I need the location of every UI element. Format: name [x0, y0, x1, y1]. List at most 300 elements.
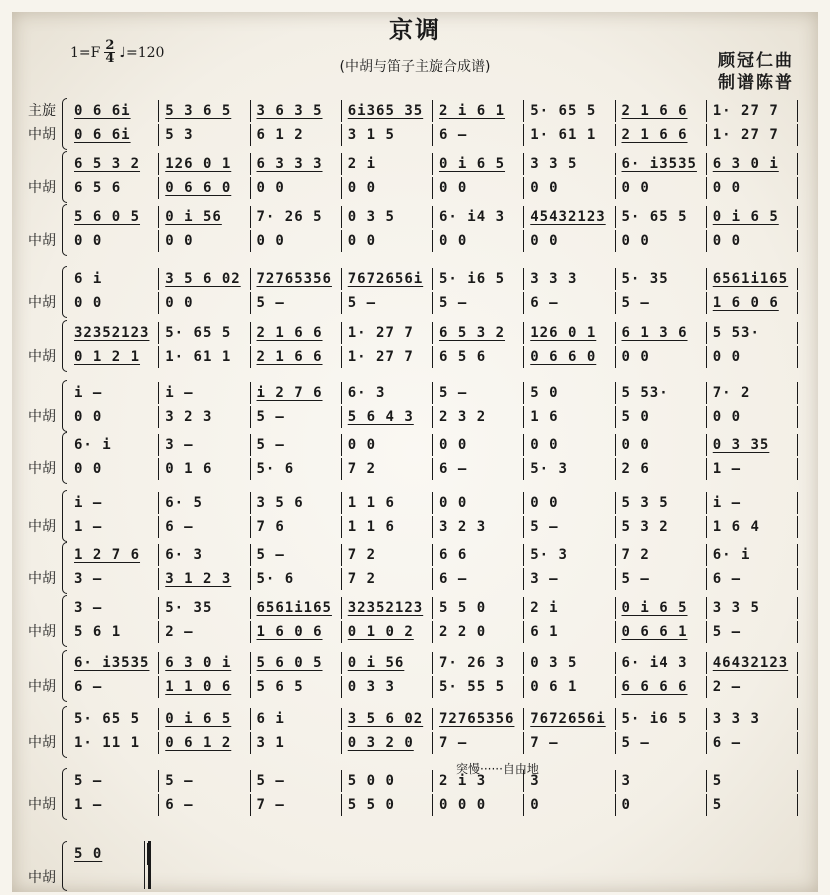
- measure: 7 6: [251, 516, 342, 538]
- measure: 5 3: [159, 124, 250, 146]
- measure: 0 0: [342, 230, 433, 252]
- measure: 1 –: [68, 516, 159, 538]
- measure-group: [68, 770, 798, 792]
- measure: 0 6 6i: [68, 100, 159, 122]
- measure: 0 0: [707, 230, 798, 252]
- measure: 6 6: [433, 544, 524, 566]
- part-label: 中胡: [28, 679, 56, 695]
- measure: 6 –: [707, 568, 798, 590]
- measure-group: [68, 100, 798, 122]
- measure: 6 –: [68, 676, 159, 698]
- measure: 5 3 5: [616, 492, 707, 514]
- measure: 3 6 3 5: [251, 100, 342, 122]
- measure: 1 6 4: [707, 516, 798, 538]
- measure: 6 3 3 3: [251, 153, 342, 175]
- measure: 2 i: [342, 153, 433, 175]
- measure: 3: [524, 770, 615, 792]
- measure: 3 1: [251, 732, 342, 754]
- measure: 6 –: [524, 292, 615, 314]
- measure-group: [68, 621, 798, 643]
- measure: 6 i: [68, 268, 159, 290]
- measure: 6 5 3 2: [433, 322, 524, 344]
- score-system: [28, 268, 798, 316]
- measure: 1 –: [707, 458, 798, 480]
- measure: 7 2: [616, 544, 707, 566]
- key-signature: [70, 40, 164, 65]
- measure: 0 0: [68, 406, 159, 428]
- measure-group: [68, 597, 798, 619]
- measure: 0 0: [707, 177, 798, 199]
- part-label: 中胡: [28, 180, 56, 196]
- part-label: 中胡: [28, 624, 56, 640]
- measure: 2 3 2: [433, 406, 524, 428]
- measure: 5 53·: [707, 322, 798, 344]
- measure: 3: [616, 770, 707, 792]
- measure: 5 –: [524, 516, 615, 538]
- measure-group: [68, 708, 798, 730]
- measure: 1 6 0 6: [251, 621, 342, 643]
- measure: 0 0: [524, 230, 615, 252]
- measure: 6 i: [251, 708, 342, 730]
- measure: 6· i4 3: [433, 206, 524, 228]
- staff-row: [28, 794, 798, 816]
- measure: 5· 65 5: [159, 322, 250, 344]
- measure: 0 6 1: [524, 676, 615, 698]
- measure: 5 –: [68, 770, 159, 792]
- measure: 0 0: [524, 492, 615, 514]
- measure-group: [68, 322, 798, 344]
- measure: i –: [707, 492, 798, 514]
- measure: 32352123: [342, 597, 433, 619]
- measure: 0 1 0 2: [342, 621, 433, 643]
- measure: 6· i: [707, 544, 798, 566]
- staff-row: [28, 322, 798, 344]
- measure: 5· 65 5: [68, 708, 159, 730]
- measure: 1· 61 1: [159, 346, 250, 368]
- measure: 0 0: [433, 434, 524, 456]
- measure: 7· 26 5: [251, 206, 342, 228]
- measure: 7 –: [433, 732, 524, 754]
- measure: 6· i: [68, 434, 159, 456]
- measure-group: [68, 568, 798, 590]
- measure: 1· 27 7: [707, 124, 798, 146]
- measure: 2 –: [707, 676, 798, 698]
- measure: 5 –: [251, 292, 342, 314]
- measure: 2 i 3: [433, 770, 524, 792]
- staff-row: [28, 708, 798, 730]
- staff-row: [28, 230, 798, 252]
- staff-row: [28, 732, 798, 754]
- measure-group: [68, 292, 798, 314]
- staff-row: [28, 434, 798, 456]
- part-label: 中胡: [28, 295, 56, 311]
- key-text: 1=F: [70, 44, 101, 61]
- measure: 6· i3535: [68, 652, 159, 674]
- measure: 0 0: [616, 346, 707, 368]
- measure: 0 6 6 1: [616, 621, 707, 643]
- measure-group: [68, 516, 798, 538]
- measure: 5 –: [707, 621, 798, 643]
- staff-row: [28, 124, 798, 146]
- measure: 3 1 5: [342, 124, 433, 146]
- measure: 6· 3: [159, 544, 250, 566]
- part-label: 中胡: [28, 349, 56, 365]
- score-system: [28, 652, 798, 700]
- measure: 7 2: [342, 458, 433, 480]
- measure: 7672656i: [524, 708, 615, 730]
- measure-group: [68, 492, 798, 514]
- measure: 3 3 5: [707, 597, 798, 619]
- measure: 126 0 1: [524, 322, 615, 344]
- measure: 72765356: [433, 708, 524, 730]
- staff-row: [28, 568, 798, 590]
- measure: 5 3 6 5: [159, 100, 250, 122]
- measure: 126 0 1: [159, 153, 250, 175]
- final-barline: [144, 841, 151, 865]
- measure-group: [68, 206, 798, 228]
- measure: 0 0 0: [433, 794, 524, 816]
- measure: 6 5 3 2: [68, 153, 159, 175]
- measure: 0 6 6 0: [524, 346, 615, 368]
- measure: 45432123: [524, 206, 615, 228]
- measure: 5· 65 5: [524, 100, 615, 122]
- measure: 2 1 6 6: [616, 100, 707, 122]
- staff-row: [28, 676, 798, 698]
- measure: 46432123: [707, 652, 798, 674]
- measure: 5 0: [524, 382, 615, 404]
- time-signature: $\frac{2}{4}$: [105, 38, 115, 66]
- staff-row: [28, 406, 798, 428]
- measure: 0 0: [616, 434, 707, 456]
- measure: 6 1 2: [251, 124, 342, 146]
- measure: 2 –: [159, 621, 250, 643]
- staff-row: [28, 292, 798, 314]
- staff-row: [28, 346, 798, 368]
- measure: i –: [68, 492, 159, 514]
- measure: 5· 55 5: [433, 676, 524, 698]
- measure: 5 –: [616, 732, 707, 754]
- measure: 0: [524, 794, 615, 816]
- measure: 5· i6 5: [433, 268, 524, 290]
- measure: 5· 35: [159, 597, 250, 619]
- measure: 5· 3: [524, 544, 615, 566]
- measure: 0 0: [524, 434, 615, 456]
- measure: 5 –: [251, 770, 342, 792]
- measure-group: [68, 406, 798, 428]
- measure: 5· 3: [524, 458, 615, 480]
- measure: 7· 2: [707, 382, 798, 404]
- measure: 6 6 6 6: [616, 676, 707, 698]
- score-system: [28, 382, 798, 430]
- measure: 0 3 3: [342, 676, 433, 698]
- measure-group: [68, 676, 798, 698]
- measure: 6 –: [433, 568, 524, 590]
- measure: 0 1 6: [159, 458, 250, 480]
- part-label: 中胡: [28, 233, 56, 249]
- staff-row: [28, 652, 798, 674]
- staff-row: [28, 153, 798, 175]
- measure: 5 3 2: [616, 516, 707, 538]
- measure: 1 6: [524, 406, 615, 428]
- measure: 3 3 3: [524, 268, 615, 290]
- score-title: 京调: [389, 15, 441, 44]
- final-row-top: [28, 843, 228, 865]
- measure-group: [68, 153, 798, 175]
- measure: 6 3 0 i: [707, 153, 798, 175]
- score-system: [28, 153, 798, 201]
- measure: 5 6 0 5: [251, 652, 342, 674]
- measure: i –: [159, 382, 250, 404]
- measure: 0 i 6 5: [616, 597, 707, 619]
- measure: 3 5 6 02: [342, 708, 433, 730]
- measure: 6 –: [159, 516, 250, 538]
- measure: 1 1 6: [342, 492, 433, 514]
- measure: 5 53·: [616, 382, 707, 404]
- measure: 5· 6: [251, 568, 342, 590]
- measure: 0 0: [433, 492, 524, 514]
- measure: 3 5 6 02: [159, 268, 250, 290]
- measure-group: [68, 458, 798, 480]
- measure: 1· 27 7: [342, 346, 433, 368]
- measure: 3 1 2 3: [159, 568, 250, 590]
- measure: 5 –: [159, 770, 250, 792]
- measure: 0 i 6 5: [707, 206, 798, 228]
- measure: 0 0: [251, 177, 342, 199]
- measure: 0 0: [616, 177, 707, 199]
- measure: 5: [707, 794, 798, 816]
- measure: 1 –: [68, 794, 159, 816]
- measure: 5 6 1: [68, 621, 159, 643]
- measure: 0 3 5: [342, 206, 433, 228]
- measure: 0 0: [159, 292, 250, 314]
- measure: 5 5 0: [342, 794, 433, 816]
- measure: 6· 5: [159, 492, 250, 514]
- measure: 0 0: [68, 458, 159, 480]
- measure: 0 3 2 0: [342, 732, 433, 754]
- measure: 5 0: [616, 406, 707, 428]
- part-label: 中胡: [28, 461, 56, 477]
- measure: 6 1 3 6: [616, 322, 707, 344]
- measure: 6· i4 3: [616, 652, 707, 674]
- measure: 2 6: [616, 458, 707, 480]
- staff-row: [28, 516, 798, 538]
- measure: 2 2 0: [433, 621, 524, 643]
- part-label: 中胡: [28, 735, 56, 751]
- part-label: 中胡: [28, 870, 56, 886]
- measure: 0 6 6 0: [159, 177, 250, 199]
- measure: 3 3 5: [524, 153, 615, 175]
- measure: 5: [707, 770, 798, 792]
- measure: 1· 27 7: [707, 100, 798, 122]
- measure-group: [68, 732, 798, 754]
- measure: 7672656i: [342, 268, 433, 290]
- measure: 2 1 6 6: [251, 322, 342, 344]
- staff-row: [28, 621, 798, 643]
- part-label: 中胡: [28, 127, 56, 143]
- measure: 5 0 0: [342, 770, 433, 792]
- staff-row: [28, 458, 798, 480]
- measure: 32352123: [68, 322, 159, 344]
- measure: 0 0: [159, 230, 250, 252]
- measure: 7 2: [342, 544, 433, 566]
- measure: 5 –: [251, 406, 342, 428]
- measure: 3 –: [524, 568, 615, 590]
- measure-group: [68, 124, 798, 146]
- score-subtitle: (中胡与笛子主旋合成谱): [339, 59, 491, 75]
- measure: 7 –: [524, 732, 615, 754]
- measure: 2 i 6 1: [433, 100, 524, 122]
- measure: 6i365 35: [342, 100, 433, 122]
- measure: 0 i 56: [159, 206, 250, 228]
- measure: 5 –: [433, 292, 524, 314]
- measure: 6 1: [524, 621, 615, 643]
- measure-group: [68, 268, 798, 290]
- score-system: [28, 597, 798, 645]
- measure: 5· 65 5: [616, 206, 707, 228]
- measure: 1 6 0 6: [707, 292, 798, 314]
- measure: 1· 61 1: [524, 124, 615, 146]
- measure-group: [68, 382, 798, 404]
- measure: 5 –: [616, 568, 707, 590]
- measure: 0 i 6 5: [159, 708, 250, 730]
- measure: 5 –: [433, 382, 524, 404]
- score-system: [28, 544, 798, 592]
- staff-row: [28, 544, 798, 566]
- measure: 0 6 6i: [68, 124, 159, 146]
- staff-row: [28, 597, 798, 619]
- measure: 0 0: [707, 406, 798, 428]
- measure: 1 1 0 6: [159, 676, 250, 698]
- measure: 3 5 6: [251, 492, 342, 514]
- measure: 1· 27 7: [342, 322, 433, 344]
- measure: 5 –: [616, 292, 707, 314]
- measure: 0 0: [524, 177, 615, 199]
- measure: 72765356: [251, 268, 342, 290]
- score-system: [28, 322, 798, 370]
- measure: 1· 11 1: [68, 732, 159, 754]
- measure: 6 –: [433, 124, 524, 146]
- staff-row: [28, 177, 798, 199]
- measure-group: [68, 230, 798, 252]
- measure: 1 2 7 6: [68, 544, 159, 566]
- score-system: [28, 434, 798, 482]
- staff-row: [28, 770, 798, 792]
- measure: 0 0: [342, 177, 433, 199]
- final-system: [28, 843, 798, 889]
- measure: 6561i165: [251, 597, 342, 619]
- measure: 5· i6 5: [616, 708, 707, 730]
- measure: 0 0: [433, 230, 524, 252]
- score-system: [28, 492, 798, 540]
- measure: 2 1 6 6: [251, 346, 342, 368]
- part-label: 中胡: [28, 519, 56, 535]
- measure: 3 –: [68, 597, 159, 619]
- measure-group: [68, 434, 798, 456]
- measure: 0 0: [68, 230, 159, 252]
- measure-group: [68, 652, 798, 674]
- measure: 3 –: [68, 568, 159, 590]
- part-label: 主旋: [28, 103, 56, 119]
- measure: 0 i 56: [342, 652, 433, 674]
- measure: 0 0: [342, 434, 433, 456]
- measure: 5 6 5: [251, 676, 342, 698]
- measure: 0 0: [251, 230, 342, 252]
- measure: 0 0: [616, 230, 707, 252]
- measure: 0: [616, 794, 707, 816]
- measure-group: [68, 177, 798, 199]
- measure: 6 3 0 i: [159, 652, 250, 674]
- measure: 3 2 3: [433, 516, 524, 538]
- transcriber: 制谱陈普: [718, 73, 794, 93]
- measure: 0 6 1 2: [159, 732, 250, 754]
- measure-group: [68, 794, 798, 816]
- measure: 6 –: [707, 732, 798, 754]
- measure: 6 –: [159, 794, 250, 816]
- measure: 2 i: [524, 597, 615, 619]
- final-row-bottom: [28, 867, 228, 889]
- measure: 0 i 6 5: [433, 153, 524, 175]
- final-bar-cell: 5 0: [68, 843, 148, 865]
- measure: 7 2: [342, 568, 433, 590]
- staff-row: [28, 100, 798, 122]
- measure: 5· 6: [251, 458, 342, 480]
- part-label: 中胡: [28, 409, 56, 425]
- measure: 0 0: [707, 346, 798, 368]
- measure: 0 1 2 1: [68, 346, 159, 368]
- measure: 0 0: [68, 292, 159, 314]
- measure: 6 5 6: [433, 346, 524, 368]
- score-system: [28, 100, 798, 148]
- score-system: [28, 708, 798, 756]
- part-label: 中胡: [28, 797, 56, 813]
- measure-group: [68, 346, 798, 368]
- measure: 5 5 0: [433, 597, 524, 619]
- measure: 6 –: [433, 458, 524, 480]
- measure: 6· 3: [342, 382, 433, 404]
- measure: 5 –: [342, 292, 433, 314]
- measure: 7· 26 3: [433, 652, 524, 674]
- measure: 5· 35: [616, 268, 707, 290]
- measure: 5 –: [251, 434, 342, 456]
- score-system: [28, 770, 798, 818]
- measure: 3 2 3: [159, 406, 250, 428]
- measure: 0 0: [433, 177, 524, 199]
- composer: 顾冠仁曲: [718, 51, 794, 71]
- measure: 6· i3535: [616, 153, 707, 175]
- staff-row: [28, 382, 798, 404]
- measure: 3 3 3: [707, 708, 798, 730]
- tempo-annotation: 突慢······自由地: [456, 762, 539, 776]
- final-barline: [144, 865, 151, 889]
- measure-group: [68, 544, 798, 566]
- measure: 7 –: [251, 794, 342, 816]
- measure: 0 3 35: [707, 434, 798, 456]
- score-system: [28, 206, 798, 254]
- measure: 6561i165: [707, 268, 798, 290]
- measure: i 2 7 6: [251, 382, 342, 404]
- staff-row: [28, 206, 798, 228]
- measure: 5 6 0 5: [68, 206, 159, 228]
- measure: 5 –: [251, 544, 342, 566]
- part-label: 中胡: [28, 571, 56, 587]
- measure: i –: [68, 382, 159, 404]
- measure: 3 –: [159, 434, 250, 456]
- tempo-mark: ♩=120: [119, 44, 165, 61]
- measure: 6 5 6: [68, 177, 159, 199]
- measure: 1 1 6: [342, 516, 433, 538]
- measure: 0 3 5: [524, 652, 615, 674]
- staff-row: [28, 268, 798, 290]
